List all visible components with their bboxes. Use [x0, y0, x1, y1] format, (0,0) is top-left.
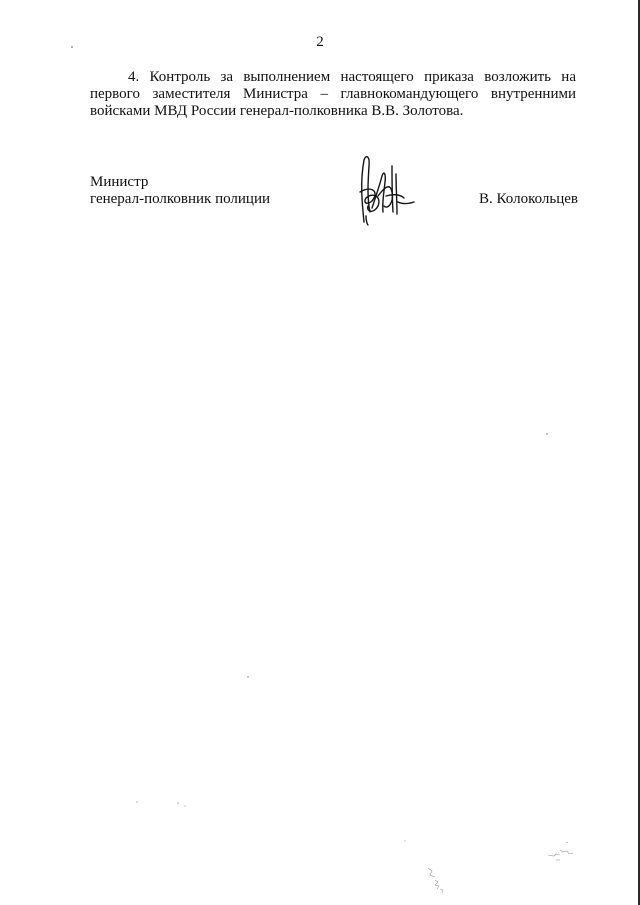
signer-rank: генерал-полковник полиции [90, 191, 271, 207]
order-paragraph-4: 4. Контроль за выполнением настоящего приказа возложить на первого заместителя Министра – главнокомандующего внутренними войсками МВД России генерал-полковника В.В. Золотова. [90, 69, 576, 119]
page-number: 2 [316, 34, 324, 50]
signer-name: В. Колокольцев [479, 191, 578, 207]
signer-position: Министр [90, 174, 149, 190]
